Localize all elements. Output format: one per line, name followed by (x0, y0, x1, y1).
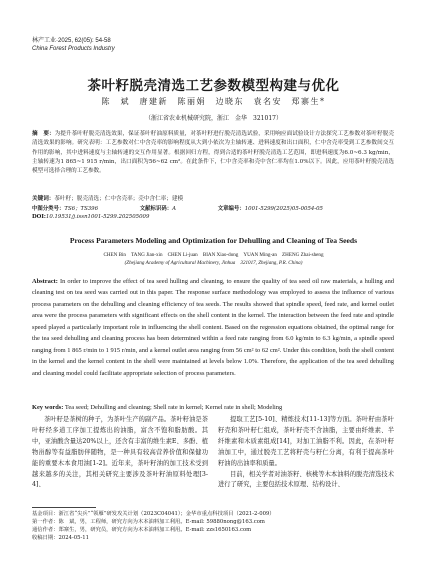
abstract-cn-text: 为提升茶叶籽脱壳清选效果，保证茶叶籽油原料质量，对茶叶籽进行脱壳清选试验，采用响应面试验设计方法探究工艺参数对茶叶籽脱壳清选效果的影响。研究表明：工艺参数对仁中含壳率的影响程度从大到小依次为主轴转速、进料速度和出口面积，仁中含壳率受到工艺参数间交互作用的影响，其中进料速度与主轴转速的交互作用显著。根据回归方程，得到合适的茶叶籽脱壳清选工艺范围，即进料速度为6.0~6.3 kg/min，主轴转速为1 865~1 915 r/min，出口面积为56~62 cm²。在此条件下，仁中含壳率和壳中含仁率均在1.0%以下。因此，应用茶叶籽脱壳清选模型可选择合理的工艺参数。 (32, 131, 394, 175)
footnote-received-date: 收稿日期：2024-05-11 (32, 535, 90, 541)
journal-header (32, 37, 115, 53)
clc-label: 中图分类号： (32, 206, 65, 212)
footnote-corresponding-author: 通信作者：郑寨生，男，研究员，研究方向为木本油料加工利用。E-mail: zzs1650163.com (32, 527, 252, 533)
authors-cn: 陈 斌 唐建新 陈丽娟 边晓东 袁名安 郑寨生* (101, 97, 326, 106)
paper-title-en: Process Parameters Modeling and Optimization for Dehulling and Cleaning of Tea Seeds (69, 236, 358, 245)
doc-code-label: 文献标识码： (139, 206, 173, 212)
journal-citation-cn: 林产工业·2025, 62(05): 54-58 (32, 38, 111, 44)
body-paragraph: 提取工艺[5-10]、精炼技术[11-13]等方面。茶叶籽由茶叶籽壳和茶叶籽仁组成，茶叶籽壳不含油脂，主要由纤维素、半纤维素和木质素组成[14]，对加工油脂不利。因此，在茶叶籽油加工中，通过脱壳工艺将籽壳与籽仁分离，有利于提高茶叶籽油的出油率和质量。 (218, 416, 394, 467)
keywords-cn-text: 茶叶籽；脱壳清选；仁中含壳率；壳中含仁率；建模 (54, 196, 184, 202)
abstract-en-text: In order to improve the effect of tea seed hulling and cleaning, to ensure the quality of tea seed oil raw materials, a hulling and cleaning test on tea seed was carried out in this paper. The response surface methodology was employed to assess the influence of various process parameters on the dehulling and cleaning efficiency of tea seeds. The results showed that spindle speed, feed rate, and kernel outlet area were the process parameters with significant effects on the shell content in the kernel. The interaction between the feed rate and spindle speed played a particularly important role in influencing the shell content. Based on the regression equations obtained, the optimal range for the tea seed dehulling and cleaning process has been determined within a feed rate ranging from 6.0 kg/min to 6.3 kg/min, a spindle speed ranging from 1 865 r/min to 1 915 r/min, and a kernel outlet area ranging from 56 cm² to 62 cm². Under this condition, both the shell content in the kernel and the kernel content in the shell were maintained at levels below 1.0%. Therefore, the application of the tea seed dehulling and cleaning model could facilitate appropriate selection of process parameters. (32, 278, 394, 377)
article-no-label: 文章编号： (217, 206, 245, 212)
body-column-right (218, 415, 394, 491)
footnote-first-author: 第一作者：陈 斌，男，工程师，研究方向为木本油料加工利用。E-mail: 59880nong@163.com (32, 519, 265, 525)
body-column-left (32, 415, 208, 491)
keywords-cn (32, 195, 394, 204)
authors-en: CHEN Bin TANG Jian-xin CHEN Li-juan BIAN Xiao-dong YUAN Ming-an ZHENG Zhai-sheng (103, 252, 324, 258)
abstract-cn (32, 130, 394, 176)
affiliation-cn: （浙江省农业机械研究院，浙江 金华 321017） (145, 115, 282, 122)
keywords-en-text: Tea seed; Dehulling and cleaning; Shell rate in kernel; Kernel rate in shell; Modeling (63, 404, 283, 411)
journal-name-en: China Forest Products Industry (32, 46, 115, 52)
affiliation-en: (Zhejiang Academy of Agricultural Machinery, Jinhua 321017, Zhejiang, P.R. China) (124, 260, 303, 266)
footnotes (32, 510, 394, 542)
doc-code-value: A (172, 206, 177, 212)
footnote-funding: 基金项目：浙江省“尖兵”“领雁”研发攻关计划（2023C04041）；金华市重点科技项目（2021-2-009） (32, 511, 275, 517)
abstract-cn-label: 摘 要： (32, 131, 55, 137)
abstract-en-label: Abstract: (32, 278, 58, 285)
doi-label: DOI: (32, 214, 46, 221)
keywords-cn-label: 关键词： (32, 196, 55, 202)
paper-title-cn: 茶叶籽脱壳清选工艺参数模型构建与优化 (87, 78, 340, 93)
footnote-divider (32, 507, 96, 508)
keywords-en (32, 402, 394, 413)
clc-value: TS6；TS396 (64, 206, 99, 212)
keywords-en-label: Key words: (32, 404, 64, 411)
doi-value[interactable]: 10.19531/j.issn1001-5299.202505009 (45, 214, 150, 221)
classification-info (32, 205, 394, 222)
article-no-value: 1001-5299(2025)05-0054-05 (244, 206, 323, 212)
body-paragraph: 茶叶籽是茶树的种子，为茶叶生产的副产品。茶叶籽油是茶叶籽经多道工序加工提炼出的油脂，富含不饱和脂肪酸。其中，亚油酸含量达20%以上，还含有丰富的维生素E、多酚、植物甾醇等有益脂肪伴随物，是一种具有较高营养价值和保健功能的重要木本食用油[1-2]。近年来，茶叶籽油的加工技术受到越来越多的关注，其相关研究主要涉及茶叶籽油原料处理[3-4]、 (32, 416, 209, 489)
body-paragraph: 目前，相关学者对油茶籽、核桃等木本油料的脱壳清选技术进行了研究，主要包括技术原理、结构设计、 (218, 470, 394, 489)
abstract-en (32, 276, 394, 379)
